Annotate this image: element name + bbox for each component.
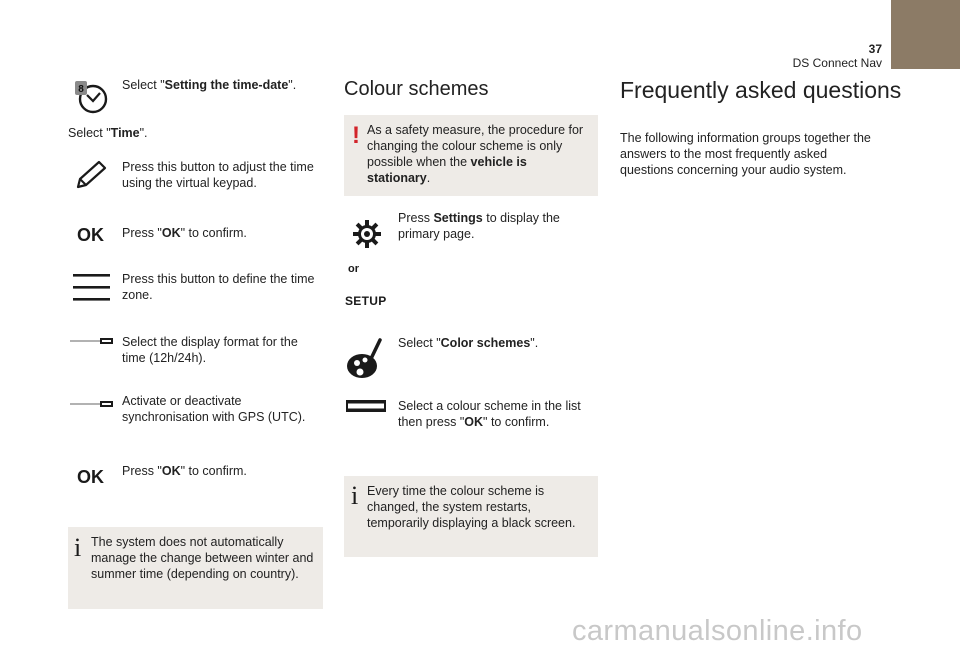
palette-icon: [345, 337, 385, 381]
step-select-setting: Select "Setting the time-date".: [122, 78, 297, 92]
warning-note-text: As a safety measure, the procedure for changing the colour scheme is only possible when the vehicle is stationary.: [367, 123, 584, 185]
info-icon: i: [74, 533, 82, 562]
info-icon: i: [351, 481, 359, 510]
step-display-format: Select the display format for the time (12h/24h).: [122, 335, 298, 365]
setup-button-label: SETUP: [345, 294, 387, 308]
settings-clock-icon: [72, 78, 112, 114]
slider-bar-icon: [70, 337, 114, 345]
info-note-text: The system does not automatically manage the change between winter and summer time (depending on country).: [91, 535, 314, 581]
slider-bar-icon: [70, 400, 114, 408]
step-color-schemes: Select "Color schemes".: [398, 336, 539, 350]
warning-icon: !: [352, 122, 360, 149]
faq-intro: The following information groups together the answers to the most frequently asked questions concerning your audio system.: [620, 131, 871, 177]
step-confirm-2: Press "OK" to confirm.: [122, 464, 247, 478]
section-title: DS Connect Nav: [792, 56, 882, 70]
step-select-scheme: Select a colour scheme in the list then press "OK" to confirm.: [398, 399, 581, 429]
step-adjust-time: Press this button to adjust the time using the virtual keypad.: [122, 160, 314, 190]
info-note-text: Every time the colour scheme is changed, the system restarts, temporarily displaying a black screen.: [367, 484, 576, 530]
pencil-icon: [74, 159, 110, 191]
section-heading-colour-schemes: Colour schemes: [344, 78, 489, 100]
menu-lines-icon: [72, 273, 112, 303]
or-label: or: [348, 263, 359, 275]
ok-button-glyph: OK: [77, 467, 104, 487]
step-confirm-1: Press "OK" to confirm.: [122, 226, 247, 240]
page-number: 37: [868, 42, 882, 56]
step-press-settings: Press Settings to display the primary page.: [398, 211, 560, 241]
step-select-time: Select "Time".: [68, 126, 148, 140]
gear-icon: [352, 219, 382, 249]
step-time-zone: Press this button to define the time zone.: [122, 272, 315, 302]
watermark: carmanualsonline.info: [572, 615, 863, 647]
ok-button-glyph: OK: [77, 225, 104, 245]
step-sync-gps: Activate or deactivate synchronisation with GPS (UTC).: [122, 394, 306, 424]
svg-text:8: 8: [78, 84, 84, 95]
list-bar-icon: [346, 400, 386, 412]
page-tab: [891, 0, 960, 69]
section-heading-faq: Frequently asked questions: [620, 77, 902, 103]
